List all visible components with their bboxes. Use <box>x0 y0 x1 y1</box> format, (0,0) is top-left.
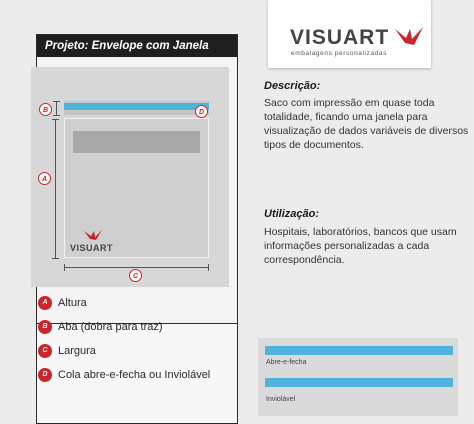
dimension-c-tick-left <box>64 264 65 271</box>
sample-strip-abre-e-fecha <box>265 346 453 355</box>
legend-label-aba: Aba (dobra para traz) <box>58 321 163 333</box>
dimension-b-tick-bottom <box>53 115 60 116</box>
dimension-c-line <box>64 267 209 268</box>
legend-item-largura <box>38 343 238 359</box>
bird-logo-icon <box>82 228 104 242</box>
adhesive-strip <box>64 103 209 110</box>
legend-item-altura <box>38 295 238 311</box>
legend-label-largura: Largura <box>58 345 96 357</box>
bird-logo-icon <box>393 25 425 49</box>
brand-tagline: embalagens personalizadas <box>291 50 387 57</box>
dimension-a-tick-bottom <box>52 258 59 259</box>
sample-label-inviolavel: Inviolável <box>266 396 296 403</box>
dimension-c-tick-right <box>208 264 209 271</box>
sample-strip-inviolavel <box>265 378 453 387</box>
descricao-text: Saco com impressão em quase toda totalidade, ficando uma janela para visualização de dados variáveis de diversos tipos de documentos. <box>264 97 469 151</box>
utilizacao-text: Hospitais, laboratórios, bancos que usam informações personalizadas a cada correspondência. <box>264 226 457 266</box>
descricao-title: Descrição: <box>264 80 321 92</box>
project-title: Projeto: Envelope com Janela <box>37 35 237 57</box>
marker-d: D <box>195 105 208 118</box>
dimension-b-line <box>56 101 57 115</box>
dimension-a-line <box>55 119 56 259</box>
envelope-logo-text: VISUART <box>70 243 114 253</box>
sample-label-abre-e-fecha: Abre-e-fecha <box>266 359 307 366</box>
dimension-a-tick-top <box>52 119 59 120</box>
legend-badge-b: B <box>38 320 52 334</box>
marker-b: B <box>39 103 52 116</box>
legend-item-aba <box>38 319 238 335</box>
marker-a: A <box>38 172 51 185</box>
legend-label-cola: Cola abre-e-fecha ou Inviolável <box>58 369 211 381</box>
marker-c: C <box>129 269 142 282</box>
brand-name: VISUART <box>290 26 390 49</box>
legend-badge-a: A <box>38 296 52 310</box>
envelope-window <box>73 131 200 153</box>
utilizacao-title: Utilização: <box>264 208 320 220</box>
legend-label-altura: Altura <box>58 297 87 309</box>
legend-badge-c: C <box>38 344 52 358</box>
legend-item-cola <box>38 367 238 383</box>
legend-badge-d: D <box>38 368 52 382</box>
dimension-b-tick-top <box>53 101 60 102</box>
